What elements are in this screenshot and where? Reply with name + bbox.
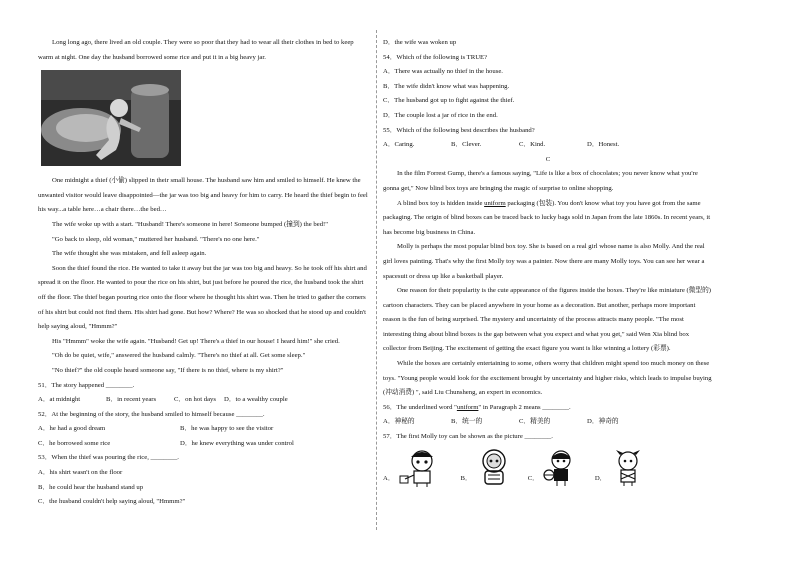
question-56-end: " in Paragraph 2 means ________.: [478, 403, 571, 411]
option-51-a[interactable]: A．at midnight: [38, 396, 81, 404]
question-56: [383, 401, 713, 416]
underlined-word: uniform: [484, 199, 506, 207]
story-paragraph-1: Long long ago, there lived an old couple. They were so poor that they had to wear all their clothes in bed to keep warm at night. One day the husband borrowed some rice and put it in a big heavy jar.: [38, 39, 354, 61]
question-55-options: [383, 138, 713, 153]
column-divider: [376, 30, 377, 530]
question-52-options-row-2: [38, 437, 368, 452]
option-52-a[interactable]: A．he had a good dream: [38, 425, 106, 433]
passage-c-paragraph-3: Molly is perhaps the most popular blind box toy. She is based on a real girl whose name is also Molly. And the real girl loves painting. That's why the first Molly toy was a painter. Now there are many Molly toys. You can see her wear a spacesuit or dress up like a basketball player.: [383, 243, 705, 280]
question-51-options: [38, 393, 368, 408]
story-paragraph-5: The wife thought she was mistaken, and fell asleep again.: [52, 250, 207, 258]
molly-figure-b-icon: [474, 449, 514, 487]
option-57-d[interactable]: [595, 449, 649, 487]
question-57-options: [383, 449, 713, 487]
section-heading: C: [545, 155, 551, 163]
option-57-c[interactable]: [528, 449, 581, 487]
option-53-a[interactable]: A．his shirt wasn't on the floor: [38, 469, 123, 477]
question-53: 53．When the thief was pouring the rice, ________.: [38, 454, 179, 462]
option-51-b[interactable]: B．in recent years: [106, 396, 157, 404]
option-51-c[interactable]: C．on hot days: [174, 396, 216, 404]
molly-figure-c-icon: [541, 449, 581, 487]
option-53-b[interactable]: B．he could hear the husband stand up: [38, 483, 144, 491]
option-56-a[interactable]: A．神秘的: [383, 418, 415, 426]
option-54-c[interactable]: C．The husband got up to fight against the thief.: [383, 97, 515, 105]
question-54: 54．Which of the following is TRUE?: [383, 53, 488, 61]
option-54-d[interactable]: D．The couple lost a jar of rice in the end.: [383, 111, 498, 119]
option-56-d[interactable]: D．神奇的: [587, 418, 619, 426]
molly-figure-d-icon: [608, 449, 648, 487]
option-57-a[interactable]: [383, 449, 447, 487]
option-56-b[interactable]: B．统一的: [451, 418, 483, 426]
question-57: 57．The first Molly toy can be shown as the picture ________.: [383, 433, 553, 441]
option-55-b[interactable]: B．Clever.: [451, 141, 482, 149]
option-54-b[interactable]: B．The wife didn't know what was happening.: [383, 82, 510, 90]
story-paragraph-2: One midnight a thief (小偷) slipped in their small house. The husband saw him and smiled to himself. He knew the unwanted visitor would leave disappointed—the jar was too big and heavy for him to carry. He heard the thief begin to feel his way...a table here…a chair there…the bed…: [38, 177, 368, 214]
story-paragraph-9: "No thief?" the old couple heard someone say, "If there is no thief, where is my shirt?": [52, 366, 284, 374]
option-51-d[interactable]: D．to a wealthy couple: [224, 396, 288, 404]
option-52-d[interactable]: D．he knew everything was under control: [180, 439, 294, 447]
question-56-underlined-word: uniform: [456, 403, 479, 411]
passage-c-p2-rest: packaging (包装). You don't know what toy you have got from the same packaging. The origin of blind boxes can be traced back to lucky bags sold in Japan from the late 1860s. In recent years, it has become big business in China.: [383, 199, 711, 236]
option-57-d-label: D．: [594, 475, 607, 483]
option-55-c[interactable]: C．Kind.: [519, 141, 546, 149]
story-paragraph-7: His "Hmmm" woke the wife again. "Husband! Get up! There's a thief in our house! I heard him!" she cried.: [52, 337, 340, 345]
question-56-options: [383, 415, 713, 430]
story-paragraph-8: "Oh do be quiet, wife," answered the husband calmly. "There's no thief at all. Get some sleep.": [52, 352, 306, 360]
option-57-a-label: A．: [383, 475, 395, 483]
question-55: 55．Which of the following best describes the husband?: [383, 126, 535, 134]
passage-c-paragraph-2: [383, 197, 713, 241]
passage-c-paragraph-5: While the boxes are certainly entertaining to some, others worry that children might spend too much money on these toys. "Young people would look for the excitement brought by uncertainty and higher risks, which leads to impulse buying (冲动消费) ", said Liu Chunsheng, an expert in economics.: [383, 360, 712, 397]
passage-c-p2-start: A blind box toy is hidden inside: [397, 199, 485, 207]
option-52-b[interactable]: B．he was happy to see the visitor: [180, 425, 274, 433]
option-55-a[interactable]: A．Caring.: [383, 141, 415, 149]
option-53-c[interactable]: C．the husband couldn't help saying aloud, "Hmmm?": [38, 498, 186, 506]
question-52: 52．At the beginning of the story, the husband smiled to himself because ________.: [38, 410, 265, 418]
passage-c-paragraph-4: One reason for their popularity is the cute appearance of the figures inside the boxes. They're like miniature (微型的) cartoon characters. They can be placed anywhere in your home as a decoration. But another, perhaps more important reason is the fun of being surprised. The mystery and uncertainty of the process attracts many people. "The most interesting thing about blind boxes is the gap between what you expect and what you get," said Wen Xia blind box collector from Beijing. The excitement of getting the exact figure you want is like winning a lottery (彩票).: [383, 287, 711, 353]
story-paragraph-6: Soon the thief found the rice. He wanted to take it away but the jar was too big and heavy. So he took off his shirt and spread it on the floor. He wanted to pour the rice on his shirt, but just before he poured the rice, the husband took the shirt off the floor. The thief began pouring rice onto the floor where he thought his shirt was. Then he tried to gather the corners of his shirt but could not find them. His shirt had gone. But how? Where? He was so shocked that he stood up and couldn't help saying aloud, "Hmmm?": [38, 264, 367, 331]
passage-c-paragraph-1: In the film Forrest Gump, there's a famous saying, "Life is like a box of chocolates; you never know what you're gonna get," Now blind box toys are bringing the magic of surprise to online shopping.: [383, 170, 698, 192]
option-57-b-label: B．: [460, 475, 472, 483]
question-52-options-row-1: [38, 422, 368, 437]
option-56-c[interactable]: C．精美的: [519, 418, 551, 426]
option-52-c[interactable]: C．he borrowed some rice: [38, 439, 111, 447]
question-56-start: 56．The underlined word ": [383, 403, 457, 411]
option-53-d[interactable]: D．the wife was woken up: [383, 39, 457, 46]
story-paragraph-4: "Go back to sleep, old woman," muttered her husband. "There's no one here.": [52, 235, 260, 243]
left-column: [38, 36, 368, 510]
story-illustration: [41, 70, 181, 166]
right-column: [383, 36, 713, 487]
option-55-d[interactable]: D．Honest.: [587, 141, 620, 149]
question-51: 51．The story happened ________.: [38, 381, 135, 389]
option-57-b[interactable]: [461, 449, 514, 487]
story-paragraph-3: The wife woke up with a start. "Husband! There's someone in here! Someone bumped (撞到) the bed!": [52, 220, 329, 228]
option-54-a[interactable]: A．There was actually no thief in the house.: [383, 68, 503, 76]
option-57-c-label: C．: [527, 475, 539, 483]
molly-figure-a-icon: [397, 449, 447, 487]
